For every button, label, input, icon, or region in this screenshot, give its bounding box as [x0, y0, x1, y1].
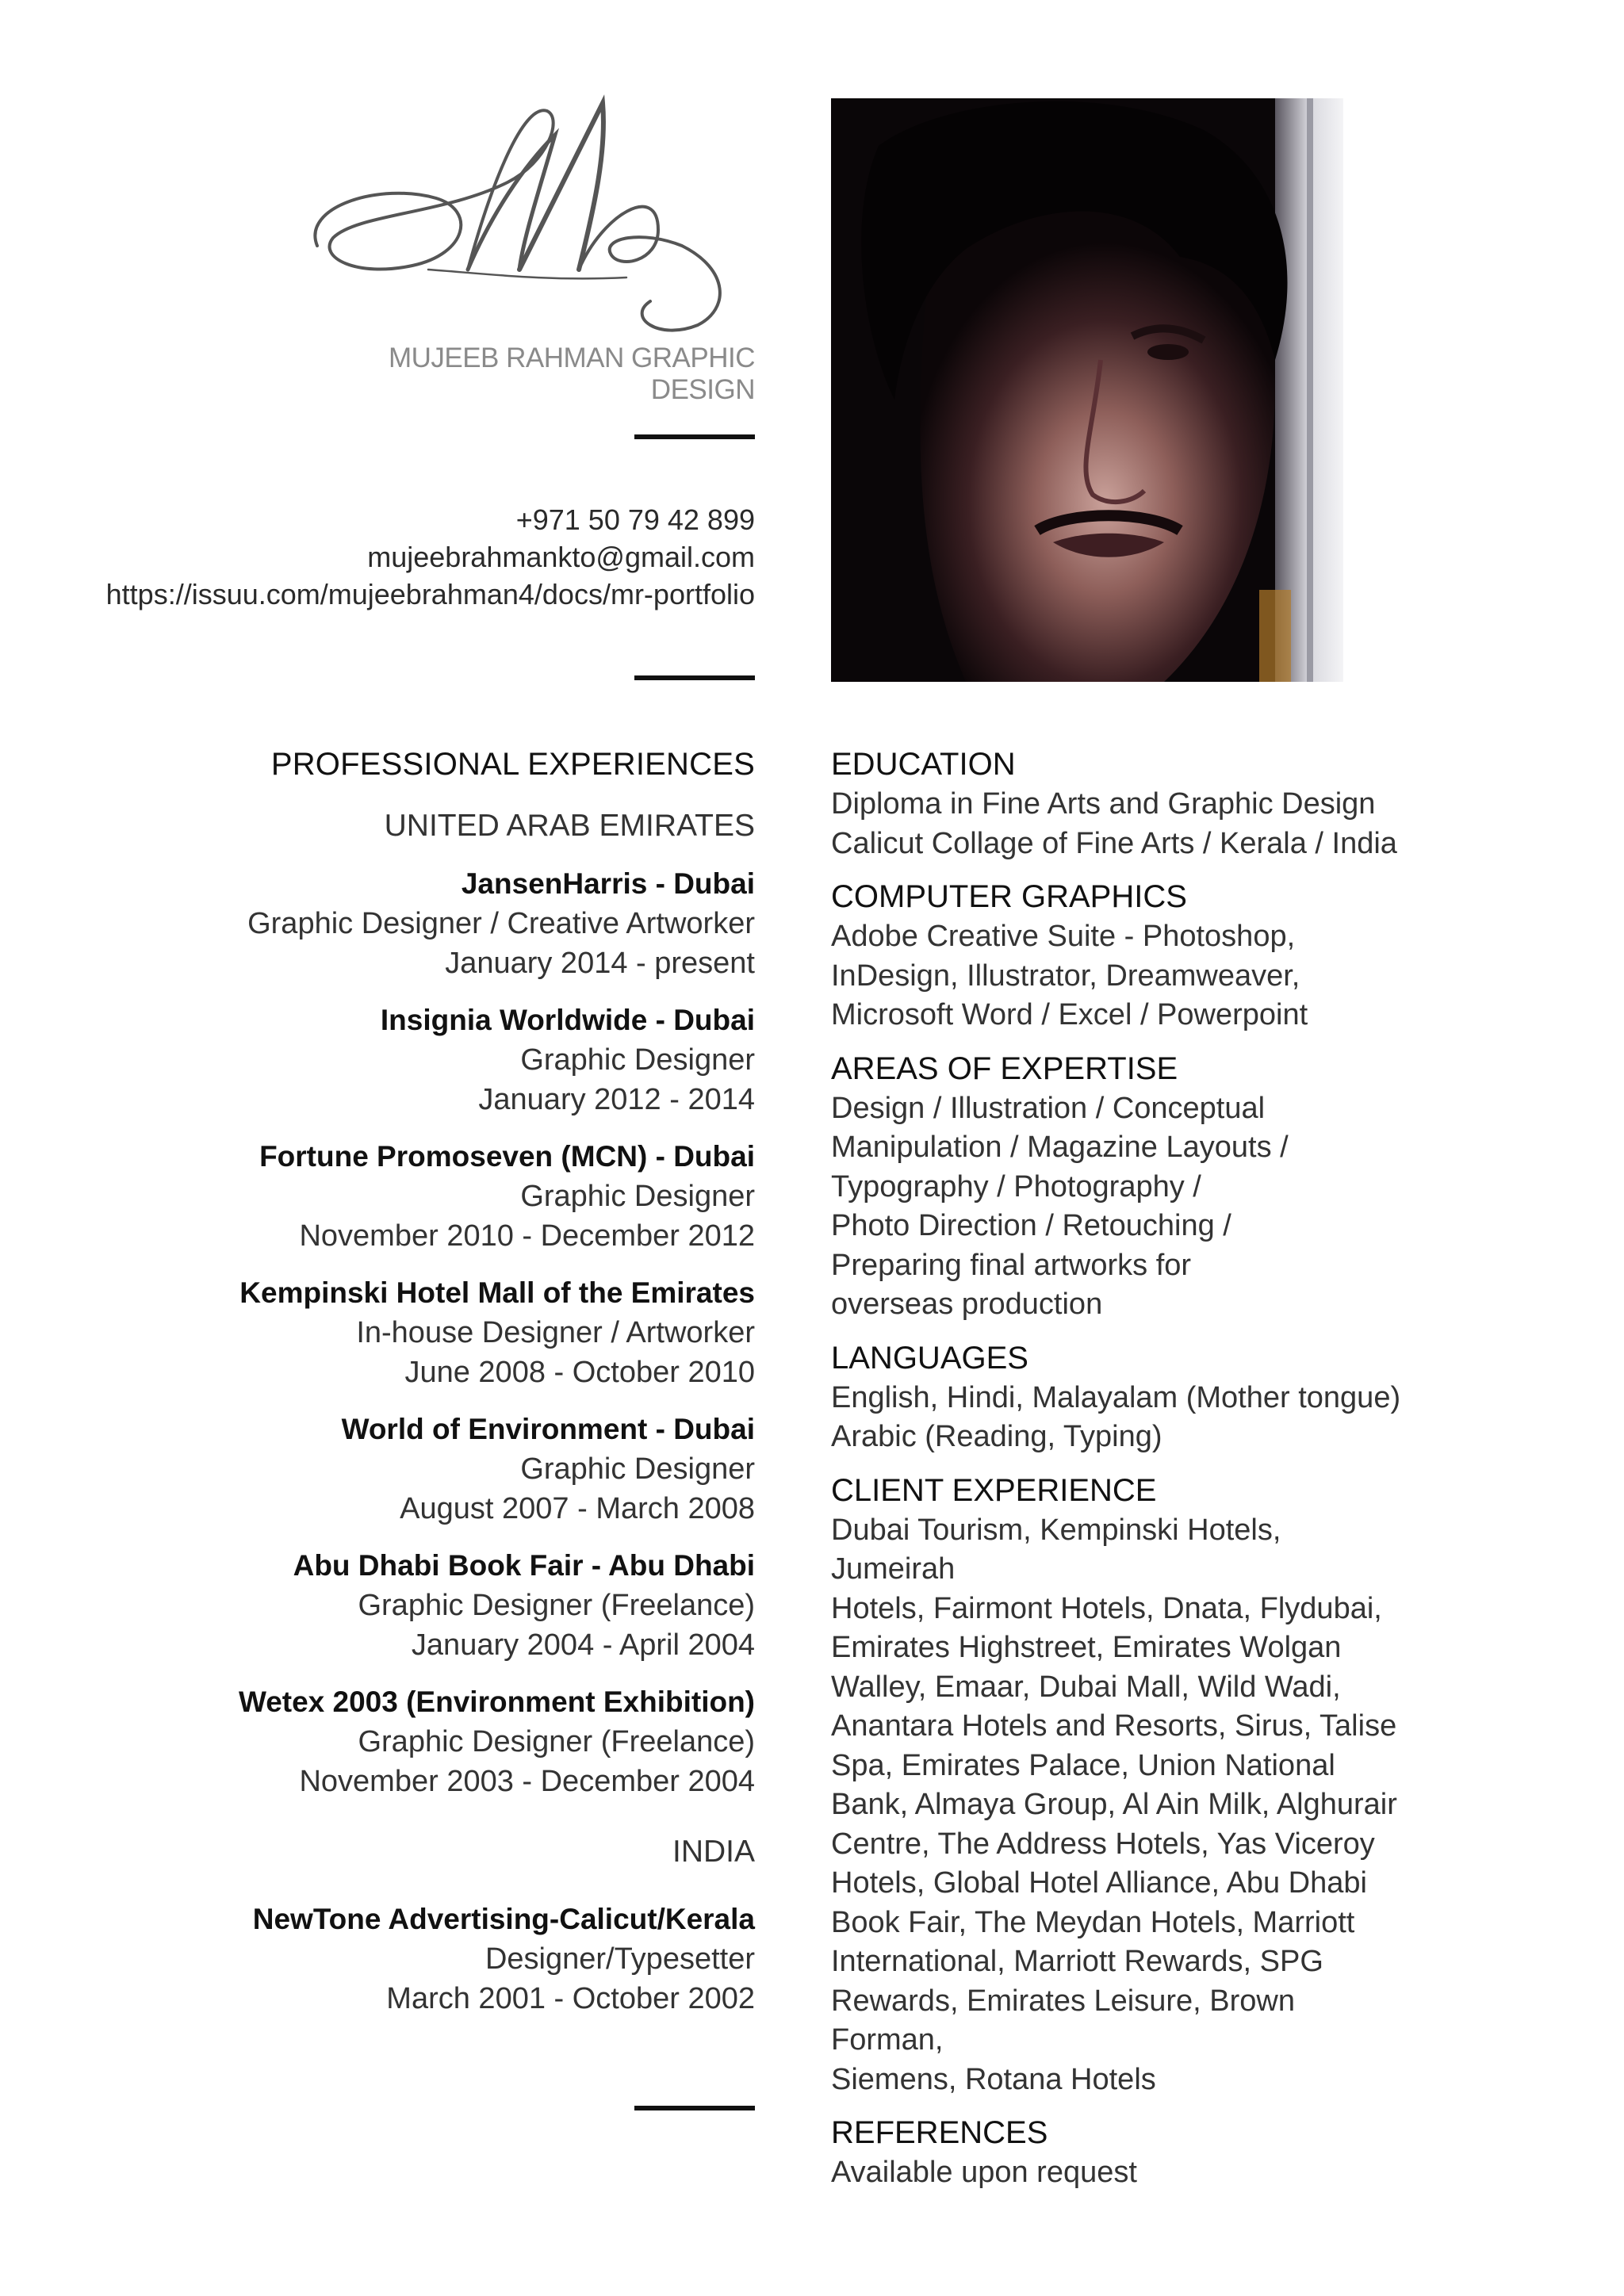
region-heading: INDIA: [672, 1835, 755, 1869]
divider-top: [634, 434, 755, 439]
clients-line: Hotels, Fairmont Hotels, Dnata, Flydubai,: [831, 1591, 1382, 1625]
details-column: [831, 744, 1402, 2193]
clients-line: International, Marriott Rewards, SPG: [831, 1945, 1323, 1978]
job-dates: November 2003 - December 2004: [299, 1765, 755, 1798]
clients-line: Walley, Emaar, Dubai Mall, Wild Wadi,: [831, 1670, 1341, 1704]
languages-heading: LANGUAGES: [831, 1340, 1028, 1376]
email-address: mujeebrahmankto@gmail.com: [367, 541, 755, 573]
job-role: In-house Designer / Artworker: [356, 1316, 755, 1349]
experience-heading: PROFESSIONAL EXPERIENCES: [270, 747, 755, 782]
experience-column: [79, 744, 755, 2019]
languages-line: Arabic (Reading, Typing): [831, 1420, 1162, 1453]
job-company: NewTone Advertising-Calicut/Kerala: [252, 1903, 755, 1935]
expertise-line: Design / Illustration / Conceptual: [831, 1091, 1266, 1125]
job-dates: June 2008 - October 2010: [404, 1356, 755, 1389]
job-dates: August 2007 - March 2008: [400, 1492, 755, 1525]
job-dates: November 2010 - December 2012: [299, 1219, 755, 1253]
clients-line: Rewards, Emirates Leisure, Brown Forman,: [831, 1984, 1295, 2057]
brand-name: MUJEEB RAHMAN GRAPHIC DESIGN: [388, 342, 755, 405]
phone-number: +971 50 79 42 899: [515, 503, 755, 536]
job-company: World of Environment - Dubai: [341, 1413, 755, 1445]
expertise-line: Preparing final artworks for: [831, 1248, 1192, 1282]
mr-monogram-logo: [285, 87, 761, 357]
job-dates: January 2004 - April 2004: [411, 1628, 755, 1662]
computer-graphics-line: InDesign, Illustrator, Dreamweaver,: [831, 959, 1300, 993]
job-role: Graphic Designer: [520, 1452, 755, 1486]
job-role: Graphic Designer: [520, 1043, 755, 1077]
clients-heading: CLIENT EXPERIENCE: [831, 1472, 1157, 1508]
job-dates: January 2014 - present: [445, 947, 755, 980]
clients-line: Centre, The Address Hotels, Yas Viceroy: [831, 1827, 1375, 1861]
job-entry: [79, 1546, 755, 1665]
job-entry: [79, 864, 755, 983]
clients-line: Anantara Hotels and Resorts, Sirus, Talise: [831, 1709, 1397, 1743]
education-line: Calicut Collage of Fine Arts / Kerala / India: [831, 826, 1397, 860]
clients-line: Dubai Tourism, Kempinski Hotels, Jumeirah: [831, 1513, 1281, 1586]
job-entry: [79, 1273, 755, 1392]
job-dates: March 2001 - October 2002: [386, 1982, 755, 2015]
job-entry: [79, 1001, 755, 1119]
expertise-line: Manipulation / Magazine Layouts /: [831, 1131, 1289, 1164]
expertise-heading: AREAS OF EXPERTISE: [831, 1050, 1178, 1086]
education-heading: EDUCATION: [831, 747, 1016, 782]
region-heading: UNITED ARAB EMIRATES: [384, 809, 755, 843]
computer-graphics-heading: COMPUTER GRAPHICS: [831, 879, 1187, 914]
references-heading: REFERENCES: [831, 2115, 1048, 2150]
job-role: Graphic Designer / Creative Artworker: [247, 907, 755, 940]
divider-bottom: [634, 2106, 755, 2110]
computer-graphics-line: Microsoft Word / Excel / Powerpoint: [831, 998, 1308, 1031]
job-dates: January 2012 - 2014: [478, 1083, 755, 1116]
clients-line: Spa, Emirates Palace, Union National: [831, 1748, 1335, 1782]
expertise-line: Photo Direction / Retouching /: [831, 1209, 1231, 1242]
clients-line: Bank, Almaya Group, Al Ain Milk, Alghurair: [831, 1788, 1397, 1821]
job-role: Graphic Designer (Freelance): [358, 1589, 755, 1622]
job-company: Kempinski Hotel Mall of the Emirates: [239, 1276, 755, 1309]
expertise-line: Typography / Photography /: [831, 1169, 1201, 1203]
expertise-line: overseas production: [831, 1288, 1103, 1321]
job-entry: [79, 1682, 755, 1801]
job-entry: [79, 1137, 755, 1256]
computer-graphics-line: Adobe Creative Suite - Photoshop,: [831, 920, 1296, 953]
job-company: Abu Dhabi Book Fair - Abu Dhabi: [293, 1549, 755, 1582]
clients-line: Hotels, Global Hotel Alliance, Abu Dhabi: [831, 1866, 1367, 1900]
job-company: JansenHarris - Dubai: [461, 867, 755, 900]
clients-line: Book Fair, The Meydan Hotels, Marriott: [831, 1905, 1355, 1939]
job-entry: [79, 1410, 755, 1529]
portfolio-link[interactable]: https://issuu.com/mujeebrahman4/docs/mr-portfolio: [105, 578, 755, 610]
job-company: Wetex 2003 (Environment Exhibition): [238, 1686, 755, 1718]
divider-middle: [634, 675, 755, 680]
references-line: Available upon request: [831, 2156, 1137, 2189]
job-company: Fortune Promoseven (MCN) - Dubai: [259, 1140, 755, 1173]
clients-line: Siemens, Rotana Hotels: [831, 2062, 1156, 2096]
job-entry: [79, 1900, 755, 2019]
education-line: Diploma in Fine Arts and Graphic Design: [831, 787, 1376, 821]
portrait-photo: [831, 98, 1343, 682]
job-role: Graphic Designer (Freelance): [358, 1725, 755, 1758]
languages-line: English, Hindi, Malayalam (Mother tongue): [831, 1380, 1401, 1414]
job-company: Insignia Worldwide - Dubai: [380, 1004, 755, 1036]
job-role: Graphic Designer: [520, 1180, 755, 1213]
job-role: Designer/Typesetter: [485, 1942, 755, 1976]
contact-block: [79, 501, 755, 613]
clients-line: Emirates Highstreet, Emirates Wolgan: [831, 1631, 1342, 1664]
